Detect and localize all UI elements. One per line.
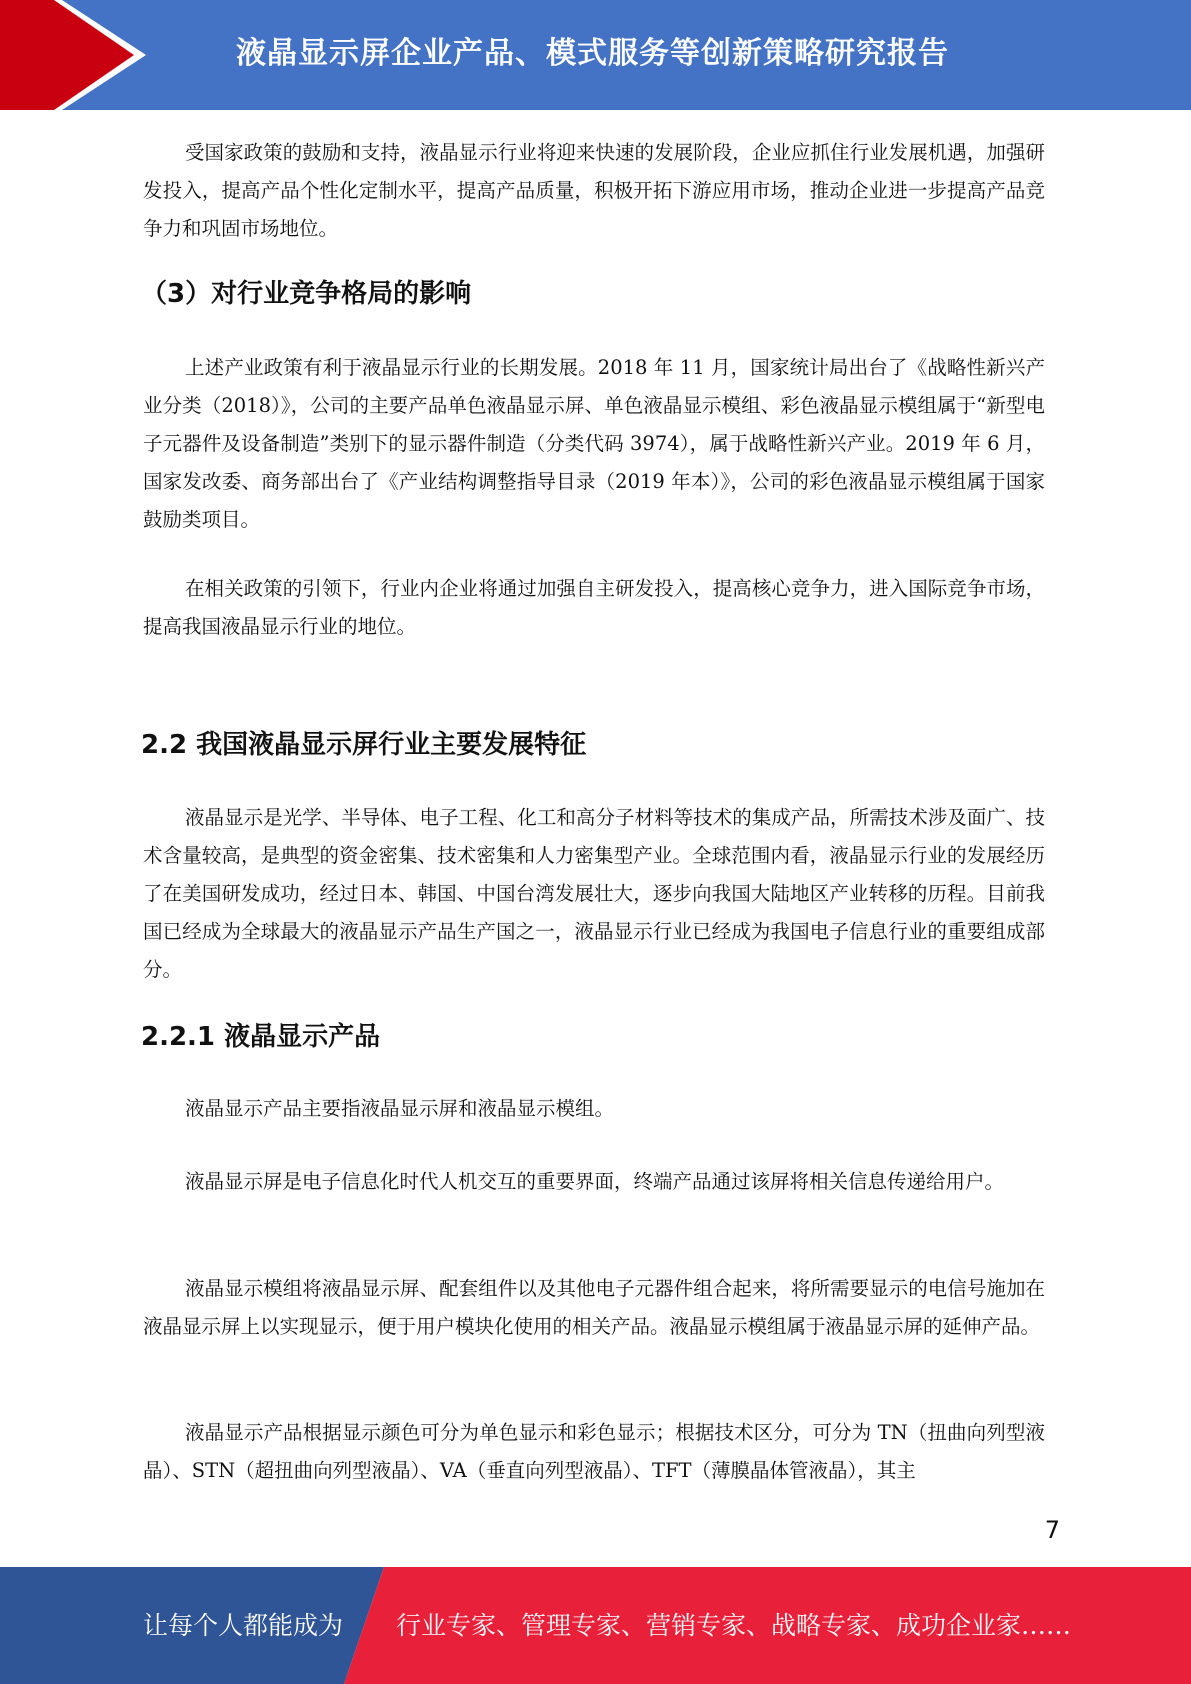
section-heading-competition-impact: （3）对行业竞争格局的影响 bbox=[141, 279, 472, 309]
section-heading-2-2: 2.2 我国液晶显示屏行业主要发展特征 bbox=[141, 730, 587, 760]
report-title: 液晶显示屏企业产品、模式服务等创新策略研究报告 bbox=[236, 36, 949, 71]
section-heading-2-2-1: 2.2.1 液晶显示产品 bbox=[141, 1022, 381, 1052]
paragraph-lcd-module: 液晶显示模组将液晶显示屏、配套组件以及其他电子元器件组合起来，将所需要显示的电信号施加在液晶显示屏上以实现显示，便于用户模块化使用的相关产品。液晶显示模组属于液晶显示屏的延伸产品。 bbox=[143, 1277, 1045, 1338]
paragraph-lcd-products: 液晶显示产品主要指液晶显示屏和液晶显示模组。 bbox=[185, 1097, 615, 1120]
paragraph-lcd-overview: 液晶显示是光学、半导体、电子工程、化工和高分子材料等技术的集成产品，所需技术涉及面广、技术含量较高，是典型的资金密集、技术密集和人力密集型产业。全球范围内看，液晶显示行业的发展经历了在美国研发成功，经过日本、韩国、中国台湾发展壮大，逐步向我国大陆地区产业转移的历程。目前我国已经成为全球最大的液晶显示产品生产国之一，液晶显示行业已经成为我国电子信息行业的重要组成部分。 bbox=[143, 806, 1045, 981]
footer-banner bbox=[0, 1567, 1191, 1684]
paragraph-policy-guidance: 在相关政策的引领下，行业内企业将通过加强自主研发投入，提高核心竞争力，进入国际竞争市场，提高我国液晶显示行业的地位。 bbox=[143, 577, 1045, 638]
paragraph-lcd-screen: 液晶显示屏是电子信息化时代人机交互的重要界面，终端产品通过该屏将相关信息传递给用户。 bbox=[185, 1170, 1005, 1193]
page-number: 7 bbox=[1044, 1516, 1060, 1544]
paragraph-lcd-classification: 液晶显示产品根据显示颜色可分为单色显示和彩色显示；根据技术区分，可分为 TN（扭曲向列型液晶）、STN（超扭曲向列型液晶）、VA（垂直向列型液晶）、TFT（薄膜晶体管液晶），其主 bbox=[143, 1421, 1045, 1482]
paragraph-policy-support: 受国家政策的鼓励和支持，液晶显示行业将迎来快速的发展阶段，企业应抓住行业发展机遇，加强研发投入，提高产品个性化定制水平，提高产品质量，积极开拓下游应用市场，推动企业进一步提高产品竞争力和巩固市场地位。 bbox=[143, 141, 1045, 240]
footer-slogan-left: 让每个人都能成为 bbox=[143, 1611, 344, 1640]
header-banner bbox=[0, 0, 1191, 110]
footer-slogan-right: 行业专家、管理专家、营销专家、战略专家、成功企业家…… bbox=[396, 1611, 1072, 1640]
paragraph-industry-policy: 上述产业政策有利于液晶显示行业的长期发展。2018 年 11 月，国家统计局出台了《战略性新兴产业分类（2018）》，公司的主要产品单色液晶显示屏、单色液晶显示模组、彩色液晶显示模组属于“新型电子元器件及设备制造”类别下的显示器件制造（分类代码 3974），属于战略性新兴产业。2019 年 6 月，国家发改委、商务部出台了《产业结构调整指导目录（2019 年本）》，公司的彩色液晶显示模组属于国家鼓励类项目。 bbox=[143, 356, 1045, 531]
